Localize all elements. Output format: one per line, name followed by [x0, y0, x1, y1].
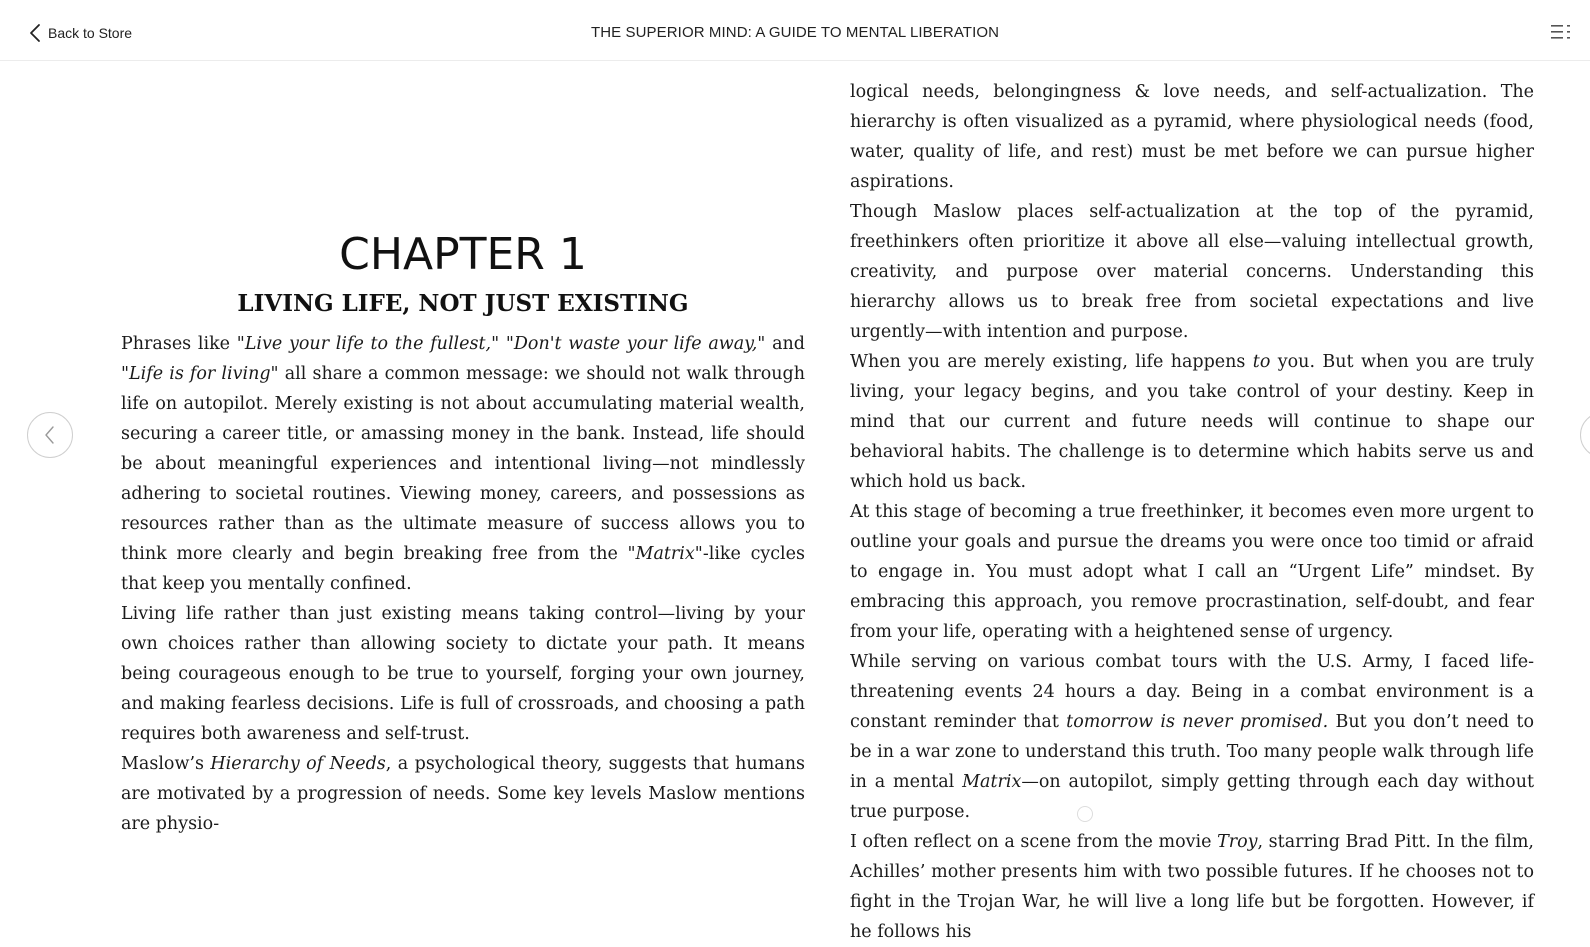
scroll-indicator[interactable]: [1077, 806, 1093, 822]
previous-page-button[interactable]: [27, 412, 73, 458]
paragraph: When you are merely existing, life happens to you. But when you are truly living, your legacy begins, and you take control of your destiny. Keep in mind that our current and future needs will continue to shape our behavioral habits. The challenge is to determine which habits serve us and which hold us back.: [850, 352, 1534, 492]
right-page: [850, 77, 1534, 947]
paragraph: Phrases like "Live your life to the fullest," "Don't waste your life away," and "Life is for living" all share a common message: we should not walk through life on autopilot. Merely existing is not about accumulating material wealth, securing a career title, or amassing money in the bank. Instead, life should be about meaningful experiences and intentional living—not mindlessly adhering to societal routines. Viewing money, careers, and possessions as resources rather than as the ultimate measure of success allows you to think more clearly and begin breaking free from the "Matrix"-like cycles that keep you mentally confined.: [121, 334, 805, 594]
paragraph: Though Maslow places self-actualization at the top of the pyramid, freethinkers often prioritize it above all else—valuing intellectual growth, creativity, and purpose over material concerns. Understanding this hierarchy allows us to break free from societal expectations and live urgently—with intention and purpose.: [850, 202, 1534, 342]
book-title: THE SUPERIOR MIND: A GUIDE TO MENTAL LIBERATION: [590, 24, 1000, 41]
next-page-button[interactable]: [1580, 412, 1590, 458]
paragraph: I often reflect on a scene from the movie Troy, starring Brad Pitt. In the film, Achilles’ mother presents him with two possible futures. If he chooses not to fight in the Trojan War, he will live a long life but be forgotten. However, if he follows his: [850, 832, 1534, 942]
chapter-number: CHAPTER 1: [339, 229, 587, 280]
paragraph: logical needs, belongingness & love needs, and self-actualization. The hierarchy is often visualized as a pyramid, where physiological needs (food, water, quality of life, and rest) must be met before we can pursue higher aspirations.: [850, 82, 1534, 192]
table-of-contents-icon[interactable]: [1550, 22, 1572, 42]
left-page: [121, 225, 805, 839]
back-to-store-label: Back to Store: [48, 25, 133, 41]
paragraph: While serving on various combat tours with the U.S. Army, I faced life-threatening events 24 hours a day. Being in a combat environment is a constant reminder that tomorrow is never promised. But you don’t need to be in a war zone to understand this truth. Too many people walk through life in a mental Matrix—on autopilot, simply getting through each day without true purpose.: [850, 652, 1534, 822]
chapter-title: LIVING LIFE, NOT JUST EXISTING: [237, 290, 689, 317]
chevron-left-icon: [43, 424, 57, 446]
paragraph: Living life rather than just existing means taking control—living by your own choices rather than allowing society to dictate your path. It means being courageous enough to be true to yourself, forging your own journey, and making fearless decisions. Life is full of crossroads, and choosing a path requires both awareness and self-trust.: [121, 604, 805, 744]
paragraph: At this stage of becoming a true freethinker, it becomes even more urgent to outline your goals and pursue the dreams you were once too timid or afraid to engage in. You must adopt what I call an “Urgent Life” mindset. By embracing this approach, you remove procrastination, self-doubt, and fear from your life, operating with a heightened sense of urgency.: [850, 502, 1534, 642]
reader-header: [0, 0, 1590, 61]
paragraph: Maslow’s Hierarchy of Needs, a psychological theory, suggests that humans are motivated by a progression of needs. Some key levels Maslow mentions are physio-: [121, 754, 805, 834]
